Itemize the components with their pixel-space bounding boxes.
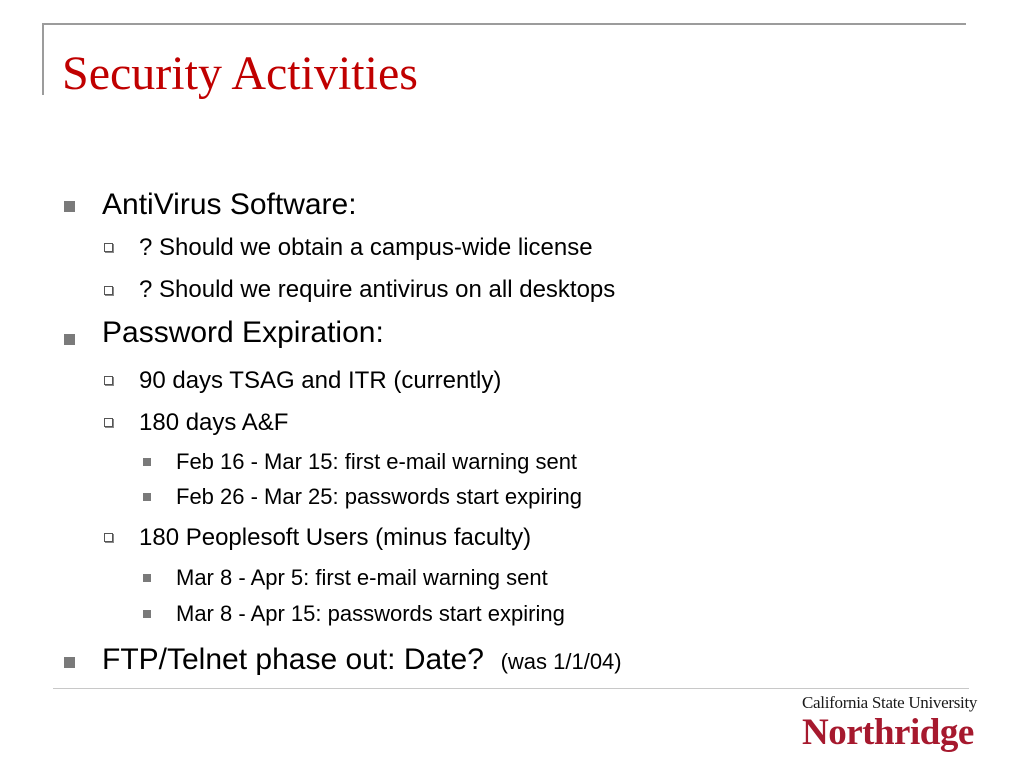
sub-bullet-license: ? Should we obtain a campus-wide license	[139, 234, 593, 261]
bullet-ftp-telnet	[102, 642, 622, 680]
frame-left-rule	[42, 23, 44, 95]
square-bullet-icon	[143, 458, 151, 466]
hollow-square-bullet-icon	[104, 376, 113, 385]
square-bullet-icon	[64, 334, 75, 345]
ftp-telnet-note: (was 1/1/04)	[500, 649, 622, 674]
square-bullet-icon	[64, 657, 75, 668]
logo-campus-name: Northridge	[802, 712, 974, 753]
bullet-antivirus: AntiVirus Software:	[102, 188, 357, 221]
bullet-password-expiration: Password Expiration:	[102, 316, 384, 349]
sub-sub-bullet-af-warning: Feb 16 - Mar 15: first e-mail warning sent	[176, 449, 578, 474]
hollow-square-bullet-icon	[104, 533, 113, 542]
sub-bullet-peoplesoft: 180 Peoplesoft Users (minus faculty)	[139, 524, 532, 551]
square-bullet-icon	[64, 201, 75, 212]
sub-sub-bullet-af-expiring: Feb 26 - Mar 25: passwords start expiring	[176, 484, 582, 509]
hollow-square-bullet-icon	[104, 286, 113, 295]
frame-bottom-rule	[53, 688, 969, 689]
square-bullet-icon	[143, 610, 151, 618]
sub-bullet-90-days: 90 days TSAG and ITR (currently)	[139, 367, 502, 394]
square-bullet-icon	[143, 493, 151, 501]
hollow-square-bullet-icon	[104, 418, 113, 427]
frame-top-rule	[42, 23, 966, 25]
sub-bullet-180-days-af: 180 days A&F	[139, 409, 289, 436]
sub-sub-bullet-ps-warning: Mar 8 - Apr 5: first e-mail warning sent	[176, 565, 548, 590]
sub-bullet-desktops: ? Should we require antivirus on all desktops	[139, 276, 616, 303]
sub-sub-bullet-ps-expiring: Mar 8 - Apr 15: passwords start expiring	[176, 601, 565, 626]
ftp-telnet-label: FTP/Telnet phase out: Date?	[102, 643, 484, 676]
hollow-square-bullet-icon	[104, 243, 113, 252]
csun-logo	[802, 693, 976, 753]
square-bullet-icon	[143, 574, 151, 582]
slide-title: Security Activities	[62, 47, 418, 100]
logo-university-name: California State University	[802, 693, 978, 712]
